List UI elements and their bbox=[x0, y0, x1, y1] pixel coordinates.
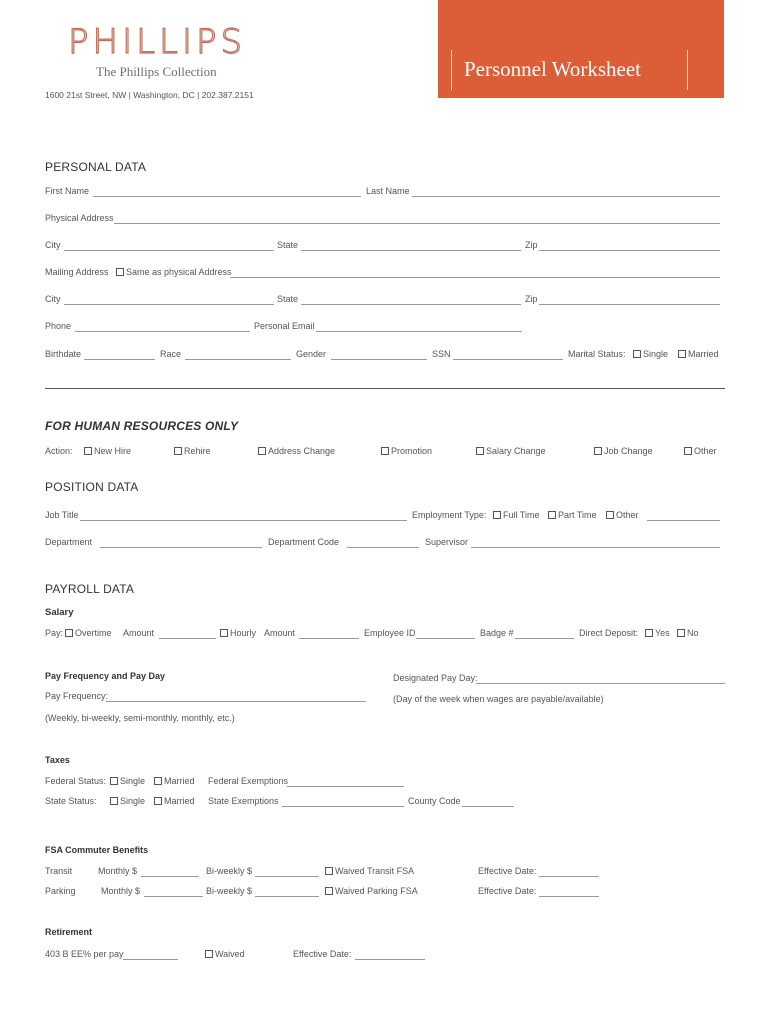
birthdate-label: Birthdate bbox=[45, 349, 82, 359]
mailing-state-label: State bbox=[277, 294, 299, 304]
pay-label: Pay: bbox=[45, 628, 64, 638]
checkbox-icon[interactable] bbox=[258, 447, 266, 455]
checkbox-icon[interactable] bbox=[677, 629, 685, 637]
checkbox-icon[interactable] bbox=[476, 447, 484, 455]
overtime-option[interactable]: Overtime bbox=[65, 628, 112, 638]
federal-single-option[interactable]: Single bbox=[110, 776, 145, 786]
checkbox-icon[interactable] bbox=[325, 887, 333, 895]
mailing-city-label: City bbox=[45, 294, 61, 304]
checkbox-icon[interactable] bbox=[154, 797, 162, 805]
personal-email-label: Personal Email bbox=[254, 321, 315, 331]
section-divider bbox=[45, 388, 725, 389]
ee-percent-field[interactable] bbox=[123, 959, 178, 960]
parking-effective-date-field[interactable] bbox=[539, 896, 599, 897]
parking-effective-date-label: Effective Date: bbox=[478, 886, 537, 896]
other-type-field[interactable] bbox=[647, 520, 720, 521]
action-salary-change[interactable]: Salary Change bbox=[476, 446, 546, 456]
org-address: 1600 21st Street, NW | Washington, DC | 202.387.2151 bbox=[45, 90, 254, 100]
overtime-amount-label: Amount bbox=[123, 628, 155, 638]
banner-divider-left bbox=[451, 50, 452, 90]
retirement-heading: Retirement bbox=[45, 927, 93, 937]
state-married-option[interactable]: Married bbox=[154, 796, 195, 806]
federal-exemptions-field[interactable] bbox=[287, 786, 404, 787]
mailing-address-label: Mailing Address bbox=[45, 267, 109, 277]
ee-percent-label: 403 B EE% per pay bbox=[45, 949, 124, 959]
checkbox-icon[interactable] bbox=[205, 950, 213, 958]
gender-field[interactable] bbox=[331, 359, 427, 360]
pay-frequency-label: Pay Frequency: bbox=[45, 691, 109, 701]
birthdate-field[interactable] bbox=[84, 359, 155, 360]
hourly-amount-field[interactable] bbox=[299, 638, 359, 639]
gender-label: Gender bbox=[296, 349, 327, 359]
checkbox-icon[interactable] bbox=[633, 350, 641, 358]
org-name: The Phillips Collection bbox=[96, 64, 217, 79]
title-banner bbox=[438, 0, 724, 98]
department-code-label: Department Code bbox=[268, 537, 340, 547]
checkbox-icon[interactable] bbox=[325, 867, 333, 875]
ssn-label: SSN bbox=[432, 349, 451, 359]
direct-deposit-label: Direct Deposit: bbox=[579, 628, 639, 638]
parking-biweekly-field[interactable] bbox=[255, 896, 319, 897]
city-field[interactable] bbox=[64, 250, 274, 251]
transit-biweekly-label: Bi-weekly $ bbox=[206, 866, 253, 876]
checkbox-icon[interactable] bbox=[548, 511, 556, 519]
checkbox-icon[interactable] bbox=[174, 447, 182, 455]
transit-monthly-label: Monthly $ bbox=[98, 866, 138, 876]
transit-biweekly-field[interactable] bbox=[255, 876, 319, 877]
retirement-waived-option[interactable]: Waived bbox=[205, 949, 245, 959]
salary-heading: Salary bbox=[45, 607, 74, 618]
transit-effective-date-field[interactable] bbox=[539, 876, 599, 877]
pay-frequency-field[interactable] bbox=[106, 701, 366, 702]
direct-deposit-no[interactable]: No bbox=[677, 628, 699, 638]
parking-monthly-label: Monthly $ bbox=[101, 886, 141, 896]
hourly-option[interactable]: Hourly bbox=[220, 628, 256, 638]
first-name-field[interactable] bbox=[93, 196, 361, 197]
action-address-change[interactable]: Address Change bbox=[258, 446, 335, 456]
checkbox-icon[interactable] bbox=[606, 511, 614, 519]
physical-address-field[interactable] bbox=[114, 223, 720, 224]
ssn-field[interactable] bbox=[453, 359, 563, 360]
checkbox-icon[interactable] bbox=[65, 629, 73, 637]
federal-status-label: Federal Status: bbox=[45, 776, 107, 786]
checkbox-icon[interactable] bbox=[645, 629, 653, 637]
designated-pay-day-field[interactable] bbox=[476, 683, 725, 684]
banner-divider-right bbox=[687, 50, 688, 90]
pay-day-hint: (Day of the week when wages are payable/available) bbox=[393, 694, 604, 704]
waived-transit-option[interactable]: Waived Transit FSA bbox=[325, 866, 414, 876]
employee-id-field[interactable] bbox=[416, 638, 475, 639]
fsa-heading: FSA Commuter Benefits bbox=[45, 845, 149, 855]
state-single-option[interactable]: Single bbox=[110, 796, 145, 806]
county-code-label: County Code bbox=[408, 796, 461, 806]
pay-frequency-hint: (Weekly, bi-weekly, semi-monthly, monthly, etc.) bbox=[45, 713, 235, 723]
employee-id-label: Employee ID bbox=[364, 628, 416, 638]
action-new-hire[interactable]: New Hire bbox=[84, 446, 131, 456]
action-rehire[interactable]: Rehire bbox=[174, 446, 211, 456]
part-time-option[interactable]: Part Time bbox=[548, 510, 597, 520]
taxes-heading: Taxes bbox=[45, 755, 70, 765]
checkbox-icon[interactable] bbox=[154, 777, 162, 785]
action-label: Action: bbox=[45, 446, 73, 456]
mailing-zip-field[interactable] bbox=[539, 304, 720, 305]
phone-field[interactable] bbox=[75, 331, 250, 332]
federal-married-option[interactable]: Married bbox=[154, 776, 195, 786]
section-personal-data: PERSONAL DATA bbox=[45, 160, 147, 174]
section-payroll-data: PAYROLL DATA bbox=[45, 582, 135, 596]
county-code-field[interactable] bbox=[462, 806, 514, 807]
same-as-physical-option[interactable]: Same as physical Address bbox=[116, 267, 232, 277]
direct-deposit-yes[interactable]: Yes bbox=[645, 628, 670, 638]
checkbox-icon[interactable] bbox=[110, 797, 118, 805]
zip-label: Zip bbox=[525, 240, 538, 250]
mailing-address-field[interactable] bbox=[230, 277, 720, 278]
city-label: City bbox=[45, 240, 61, 250]
action-job-change[interactable]: Job Change bbox=[594, 446, 653, 456]
phillips-logo: PHILLIPS bbox=[68, 22, 247, 62]
mailing-state-field[interactable] bbox=[301, 304, 521, 305]
parking-label: Parking bbox=[45, 886, 76, 896]
zip-field[interactable] bbox=[539, 250, 720, 251]
marital-single-option[interactable]: Single bbox=[633, 349, 668, 359]
waived-parking-option[interactable]: Waived Parking FSA bbox=[325, 886, 418, 896]
department-field[interactable] bbox=[100, 547, 262, 548]
action-other[interactable]: Other bbox=[684, 446, 717, 456]
checkbox-icon[interactable] bbox=[84, 447, 92, 455]
transit-effective-date-label: Effective Date: bbox=[478, 866, 537, 876]
badge-label: Badge # bbox=[480, 628, 514, 638]
personal-email-field[interactable] bbox=[316, 331, 522, 332]
checkbox-icon[interactable] bbox=[381, 447, 389, 455]
state-field[interactable] bbox=[301, 250, 521, 251]
checkbox-icon[interactable] bbox=[220, 629, 228, 637]
parking-biweekly-label: Bi-weekly $ bbox=[206, 886, 253, 896]
job-title-label: Job Title bbox=[45, 510, 79, 520]
retirement-effective-date-label: Effective Date: bbox=[293, 949, 352, 959]
overtime-amount-field[interactable] bbox=[159, 638, 216, 639]
mailing-zip-label: Zip bbox=[525, 294, 538, 304]
transit-label: Transit bbox=[45, 866, 73, 876]
state-exemptions-field[interactable] bbox=[282, 806, 404, 807]
race-field[interactable] bbox=[185, 359, 291, 360]
department-label: Department bbox=[45, 537, 93, 547]
state-exemptions-label: State Exemptions bbox=[208, 796, 279, 806]
marital-status-label: Marital Status: bbox=[568, 349, 626, 359]
supervisor-label: Supervisor bbox=[425, 537, 469, 547]
page-title: Personnel Worksheet bbox=[464, 57, 641, 81]
transit-monthly-field[interactable] bbox=[141, 876, 199, 877]
retirement-effective-date-field[interactable] bbox=[355, 959, 425, 960]
last-name-label: Last Name bbox=[366, 186, 410, 196]
badge-field[interactable] bbox=[515, 638, 574, 639]
department-code-field[interactable] bbox=[347, 547, 419, 548]
checkbox-icon[interactable] bbox=[110, 777, 118, 785]
checkbox-icon[interactable] bbox=[684, 447, 692, 455]
action-promotion[interactable]: Promotion bbox=[381, 446, 432, 456]
last-name-field[interactable] bbox=[412, 196, 720, 197]
pay-frequency-heading: Pay Frequency and Pay Day bbox=[45, 671, 166, 681]
state-status-label: State Status: bbox=[45, 796, 97, 806]
parking-monthly-field[interactable] bbox=[144, 896, 203, 897]
mailing-city-field[interactable] bbox=[64, 304, 274, 305]
full-time-option[interactable]: Full Time bbox=[493, 510, 540, 520]
race-label: Race bbox=[160, 349, 182, 359]
employment-type-label: Employment Type: bbox=[412, 510, 487, 520]
supervisor-field[interactable] bbox=[471, 547, 720, 548]
phone-label: Phone bbox=[45, 321, 72, 331]
state-label: State bbox=[277, 240, 299, 250]
checkbox-icon[interactable] bbox=[678, 350, 686, 358]
job-title-field[interactable] bbox=[80, 520, 407, 521]
section-hr-only: FOR HUMAN RESOURCES ONLY bbox=[45, 419, 239, 433]
physical-address-label: Physical Address bbox=[45, 213, 114, 223]
designated-pay-day-label: Designated Pay Day: bbox=[393, 673, 478, 683]
other-type-option[interactable]: Other bbox=[606, 510, 639, 520]
first-name-label: First Name bbox=[45, 186, 90, 196]
section-position-data: POSITION DATA bbox=[45, 480, 139, 494]
checkbox-icon[interactable] bbox=[594, 447, 602, 455]
federal-exemptions-label: Federal Exemptions bbox=[208, 776, 289, 786]
hourly-amount-label: Amount bbox=[264, 628, 296, 638]
checkbox-icon[interactable] bbox=[116, 268, 124, 276]
checkbox-icon[interactable] bbox=[493, 511, 501, 519]
marital-married-option[interactable]: Married bbox=[678, 349, 719, 359]
